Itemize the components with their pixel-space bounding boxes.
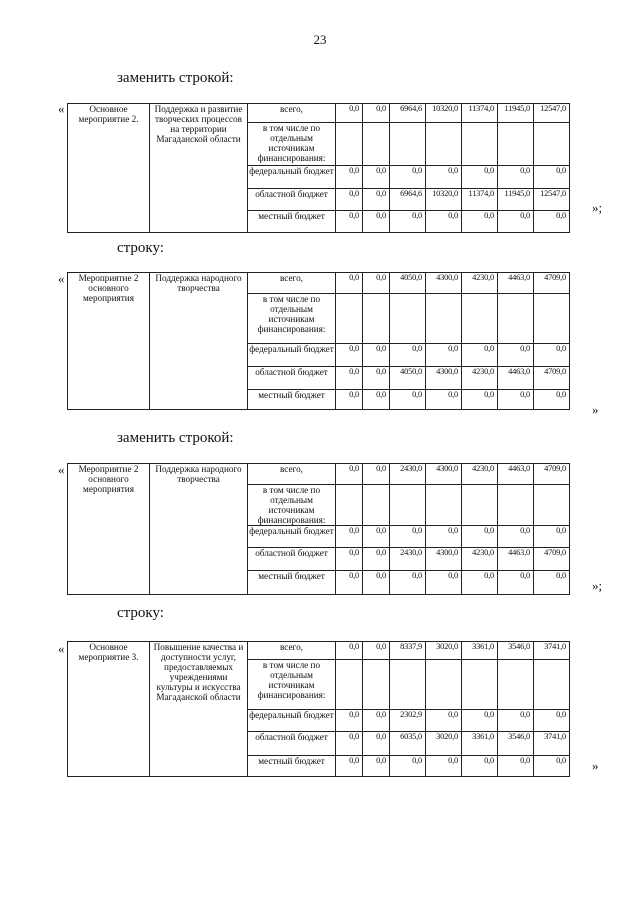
row-label: областной бюджет — [248, 548, 336, 571]
value-cell: 0,0 — [462, 344, 498, 367]
value-cell: 0,0 — [336, 756, 363, 777]
value-cell: 0,0 — [363, 390, 390, 410]
row-label: в том числе по отдельным источникам финансирования: — [248, 485, 336, 526]
closing-quote: »; — [592, 578, 603, 593]
value-cell: 0,0 — [336, 166, 363, 188]
value-cell: 4709,0 — [534, 367, 570, 390]
value-cell: 0,0 — [363, 210, 390, 232]
value-cell — [426, 660, 462, 710]
value-cell: 6035,0 — [390, 732, 426, 756]
section-heading: заменить строкой: — [117, 430, 234, 446]
value-cell: 0,0 — [462, 526, 498, 548]
value-cell — [498, 485, 534, 526]
value-cell: 0,0 — [534, 756, 570, 777]
row-label: всего, — [248, 273, 336, 294]
value-cell: 0,0 — [426, 756, 462, 777]
value-cell: 0,0 — [426, 710, 462, 732]
value-cell: 0,0 — [336, 104, 363, 123]
value-cell: 0,0 — [462, 166, 498, 188]
value-cell: 0,0 — [363, 104, 390, 123]
row-label: федеральный бюджет — [248, 344, 336, 367]
value-cell — [363, 660, 390, 710]
value-cell: 10320,0 — [426, 188, 462, 210]
value-cell: 10320,0 — [426, 104, 462, 123]
closing-quote: » — [592, 402, 599, 417]
value-cell: 4230,0 — [462, 273, 498, 294]
value-cell: 3741,0 — [534, 642, 570, 660]
value-cell: 0,0 — [534, 710, 570, 732]
value-cell: 3546,0 — [498, 732, 534, 756]
value-cell — [498, 294, 534, 344]
value-cell: 0,0 — [498, 571, 534, 595]
row-label: местный бюджет — [248, 756, 336, 777]
value-cell: 0,0 — [336, 367, 363, 390]
value-cell: 0,0 — [498, 210, 534, 232]
value-cell: 4050,0 — [390, 273, 426, 294]
value-cell: 4463,0 — [498, 273, 534, 294]
value-cell: 0,0 — [462, 710, 498, 732]
value-cell: 11374,0 — [462, 188, 498, 210]
value-cell — [534, 660, 570, 710]
value-cell: 0,0 — [426, 390, 462, 410]
value-cell: 4463,0 — [498, 367, 534, 390]
row-label: всего, — [248, 104, 336, 123]
value-cell: 4463,0 — [498, 548, 534, 571]
value-cell: 0,0 — [390, 756, 426, 777]
value-cell — [363, 294, 390, 344]
row-label: федеральный бюджет — [248, 526, 336, 548]
value-cell: 0,0 — [363, 710, 390, 732]
value-cell — [462, 294, 498, 344]
activity-name-cell: Основное мероприятие 3. — [68, 642, 150, 777]
value-cell: 8337,9 — [390, 642, 426, 660]
closing-quote: » — [592, 758, 599, 773]
value-cell: 0,0 — [390, 571, 426, 595]
value-cell: 0,0 — [363, 464, 390, 485]
value-cell — [498, 660, 534, 710]
value-cell: 0,0 — [498, 390, 534, 410]
value-cell: 0,0 — [336, 390, 363, 410]
row-label: местный бюджет — [248, 571, 336, 595]
value-cell: 4230,0 — [462, 464, 498, 485]
activity-description-cell: Поддержка народного творчества — [150, 464, 248, 595]
row-label: в том числе по отдельным источникам финансирования: — [248, 123, 336, 166]
value-cell: 0,0 — [534, 571, 570, 595]
value-cell: 4709,0 — [534, 464, 570, 485]
value-cell: 0,0 — [462, 210, 498, 232]
opening-quote: « — [58, 462, 65, 477]
value-cell: 0,0 — [363, 367, 390, 390]
value-cell: 2430,0 — [390, 548, 426, 571]
value-cell — [426, 485, 462, 526]
value-cell: 0,0 — [498, 344, 534, 367]
value-cell: 0,0 — [363, 642, 390, 660]
value-cell — [336, 294, 363, 344]
value-cell — [534, 485, 570, 526]
value-cell: 0,0 — [363, 732, 390, 756]
value-cell: 0,0 — [336, 273, 363, 294]
value-cell: 0,0 — [498, 166, 534, 188]
value-cell: 3020,0 — [426, 642, 462, 660]
value-cell: 4230,0 — [462, 367, 498, 390]
value-cell: 11945,0 — [498, 104, 534, 123]
value-cell: 4230,0 — [462, 548, 498, 571]
value-cell — [426, 123, 462, 166]
row-label: в том числе по отдельным источникам финансирования: — [248, 660, 336, 710]
value-cell: 0,0 — [390, 210, 426, 232]
activity-description-cell: Поддержка народного творчества — [150, 273, 248, 410]
activity-name-cell: Основное мероприятие 2. — [68, 104, 150, 233]
value-cell: 3546,0 — [498, 642, 534, 660]
value-cell: 4300,0 — [426, 367, 462, 390]
value-cell: 0,0 — [363, 166, 390, 188]
budget-table — [67, 463, 570, 595]
value-cell: 0,0 — [498, 756, 534, 777]
value-cell: 0,0 — [336, 732, 363, 756]
opening-quote: « — [58, 101, 65, 116]
value-cell: 0,0 — [462, 390, 498, 410]
value-cell — [390, 660, 426, 710]
activity-name-cell: Мероприятие 2 основного мероприятия — [68, 273, 150, 410]
row-label: областной бюджет — [248, 188, 336, 210]
closing-quote: »; — [592, 200, 603, 215]
value-cell: 4300,0 — [426, 273, 462, 294]
value-cell: 0,0 — [534, 166, 570, 188]
section-heading: строку: — [117, 240, 164, 256]
activity-name-cell: Мероприятие 2 основного мероприятия — [68, 464, 150, 595]
row-label: федеральный бюджет — [248, 710, 336, 732]
value-cell — [390, 294, 426, 344]
row-label: областной бюджет — [248, 732, 336, 756]
value-cell — [426, 294, 462, 344]
value-cell — [336, 660, 363, 710]
value-cell: 0,0 — [336, 210, 363, 232]
value-cell: 6964,6 — [390, 188, 426, 210]
value-cell: 0,0 — [426, 210, 462, 232]
value-cell: 11374,0 — [462, 104, 498, 123]
value-cell: 3361,0 — [462, 642, 498, 660]
value-cell: 0,0 — [462, 756, 498, 777]
value-cell — [498, 123, 534, 166]
value-cell: 4300,0 — [426, 548, 462, 571]
value-cell — [336, 485, 363, 526]
value-cell — [390, 485, 426, 526]
value-cell: 2430,0 — [390, 464, 426, 485]
value-cell: 4300,0 — [426, 464, 462, 485]
value-cell: 0,0 — [390, 166, 426, 188]
budget-table — [67, 272, 570, 410]
value-cell — [390, 123, 426, 166]
value-cell: 0,0 — [363, 548, 390, 571]
value-cell: 0,0 — [390, 390, 426, 410]
value-cell: 3361,0 — [462, 732, 498, 756]
value-cell: 4709,0 — [534, 273, 570, 294]
value-cell: 0,0 — [336, 642, 363, 660]
row-label: всего, — [248, 464, 336, 485]
value-cell: 0,0 — [363, 188, 390, 210]
value-cell: 0,0 — [534, 526, 570, 548]
value-cell: 0,0 — [390, 344, 426, 367]
value-cell: 3020,0 — [426, 732, 462, 756]
value-cell: 0,0 — [426, 166, 462, 188]
value-cell: 0,0 — [336, 571, 363, 595]
value-cell: 0,0 — [363, 756, 390, 777]
value-cell: 0,0 — [336, 548, 363, 571]
opening-quote: « — [58, 641, 65, 656]
value-cell: 4463,0 — [498, 464, 534, 485]
value-cell: 0,0 — [363, 273, 390, 294]
section-heading: заменить строкой: — [117, 70, 234, 86]
value-cell: 4050,0 — [390, 367, 426, 390]
value-cell — [462, 485, 498, 526]
value-cell: 2302,9 — [390, 710, 426, 732]
budget-table — [67, 641, 570, 777]
value-cell: 12547,0 — [534, 188, 570, 210]
value-cell: 0,0 — [336, 526, 363, 548]
value-cell: 0,0 — [426, 344, 462, 367]
value-cell: 4709,0 — [534, 548, 570, 571]
section-heading: строку: — [117, 605, 164, 621]
value-cell — [462, 660, 498, 710]
value-cell: 0,0 — [498, 710, 534, 732]
value-cell — [336, 123, 363, 166]
value-cell: 0,0 — [426, 526, 462, 548]
value-cell: 0,0 — [534, 390, 570, 410]
value-cell — [462, 123, 498, 166]
opening-quote: « — [58, 271, 65, 286]
value-cell: 12547,0 — [534, 104, 570, 123]
value-cell: 0,0 — [363, 571, 390, 595]
value-cell: 6964,6 — [390, 104, 426, 123]
value-cell: 0,0 — [462, 571, 498, 595]
value-cell: 0,0 — [336, 344, 363, 367]
value-cell: 0,0 — [426, 571, 462, 595]
row-label: местный бюджет — [248, 210, 336, 232]
row-label: местный бюджет — [248, 390, 336, 410]
value-cell: 0,0 — [363, 344, 390, 367]
value-cell: 3741,0 — [534, 732, 570, 756]
value-cell: 0,0 — [390, 526, 426, 548]
value-cell: 0,0 — [363, 526, 390, 548]
value-cell: 0,0 — [534, 210, 570, 232]
value-cell — [363, 123, 390, 166]
value-cell — [363, 485, 390, 526]
value-cell: 0,0 — [498, 526, 534, 548]
row-label: федеральный бюджет — [248, 166, 336, 188]
value-cell: 0,0 — [336, 188, 363, 210]
activity-description-cell: Повышение качества и доступности услуг, предоставляемых учреждениями культуры и искусства Магаданской области — [150, 642, 248, 777]
value-cell: 0,0 — [336, 464, 363, 485]
value-cell — [534, 123, 570, 166]
row-label: в том числе по отдельным источникам финансирования: — [248, 294, 336, 344]
row-label: всего, — [248, 642, 336, 660]
activity-description-cell: Поддержка и развитие творческих процессов на территории Магаданской области — [150, 104, 248, 233]
row-label: областной бюджет — [248, 367, 336, 390]
budget-table — [67, 103, 570, 233]
page-number: 23 — [313, 32, 327, 47]
value-cell — [534, 294, 570, 344]
value-cell: 11945,0 — [498, 188, 534, 210]
value-cell: 0,0 — [534, 344, 570, 367]
value-cell: 0,0 — [336, 710, 363, 732]
